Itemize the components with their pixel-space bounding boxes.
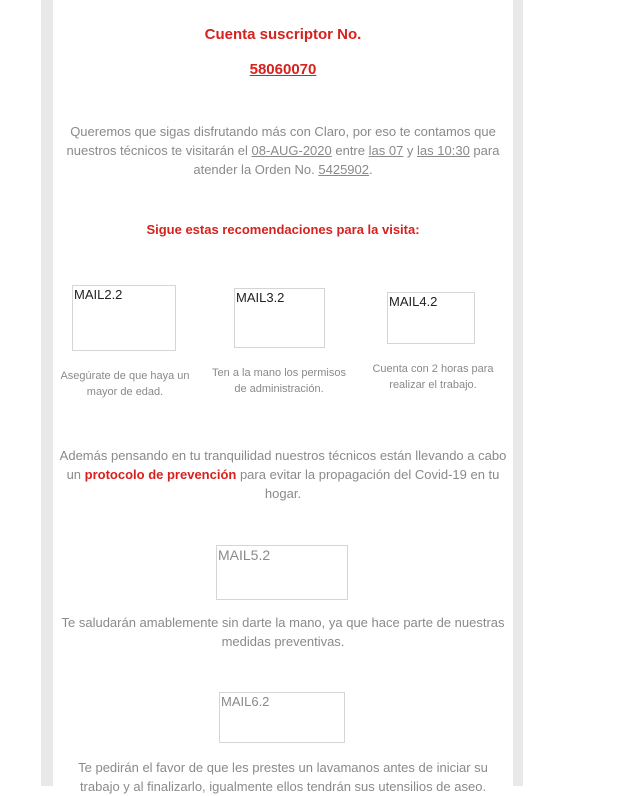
- account-title: Cuenta suscriptor No.: [204, 26, 362, 43]
- order-number-link[interactable]: 5425902: [318, 162, 370, 177]
- recommendations-heading: Sigue estas recomendaciones para la visita:: [146, 222, 420, 237]
- no-handshake-image-placeholder: MAIL5.2: [216, 545, 348, 600]
- prevention-protocol-text: [53, 446, 513, 503]
- visit-date-link[interactable]: 08-AUG-2020: [251, 143, 332, 158]
- recommendation-caption-time: Cuenta con 2 horas para realizar el trabajo.: [372, 363, 494, 391]
- washbasin-text: [53, 758, 513, 796]
- washbasin-line-1: Te pedirán el favor de que les prestes un lavamanos antes de iniciar su: [78, 760, 488, 775]
- intro-line-2: nuestros técnicos te visitarán el 08-AUG-2020 entre las 07 y las 10:30 para: [66, 143, 500, 158]
- permits-image-placeholder: MAIL3.2: [234, 288, 325, 348]
- adult-present-image-placeholder: MAIL2.2: [72, 285, 176, 351]
- visit-start-time-link[interactable]: las 07: [368, 143, 404, 158]
- protocol-line-1: Además pensando en tu tranquilidad nuestros técnicos están llevando a cabo: [59, 448, 507, 463]
- left-margin-rail: [41, 0, 53, 786]
- protocol-line-2: un protocolo de prevención para evitar la propagación del Covid-19 en tu: [66, 467, 500, 482]
- recommendation-caption-adult: Asegúrate de que haya un mayor de edad.: [60, 370, 190, 398]
- visit-intro-text: [53, 122, 513, 179]
- prevention-protocol-link[interactable]: protocolo de prevención: [84, 467, 237, 482]
- washbasin-line-2: trabajo y al finalizarlo, igualmente ellos tendrán sus utensilios de aseo.: [79, 779, 487, 794]
- visit-end-time-link[interactable]: las 10:30: [417, 143, 470, 158]
- protocol-line-3: hogar.: [264, 486, 302, 501]
- recommendation-caption-permits: Ten a la mano los permisos de administración.: [212, 367, 346, 395]
- right-margin-rail: [513, 0, 523, 786]
- two-hours-image-placeholder: MAIL4.2: [387, 292, 475, 344]
- greeting-text: [53, 613, 513, 651]
- intro-line-3: atender la Orden No. 5425902.: [193, 162, 373, 177]
- greeting-line-1: Te saludarán amablemente sin darte la mano, ya que hace parte de nuestras: [61, 615, 505, 630]
- greeting-line-2: medidas preventivas.: [221, 634, 345, 649]
- washbasin-image-placeholder: MAIL6.2: [219, 692, 345, 743]
- intro-line-1: Queremos que sigas disfrutando más con Claro, por eso te contamos que: [70, 124, 496, 139]
- email-body: [53, 0, 513, 794]
- account-number-link[interactable]: 58060070: [249, 61, 317, 78]
